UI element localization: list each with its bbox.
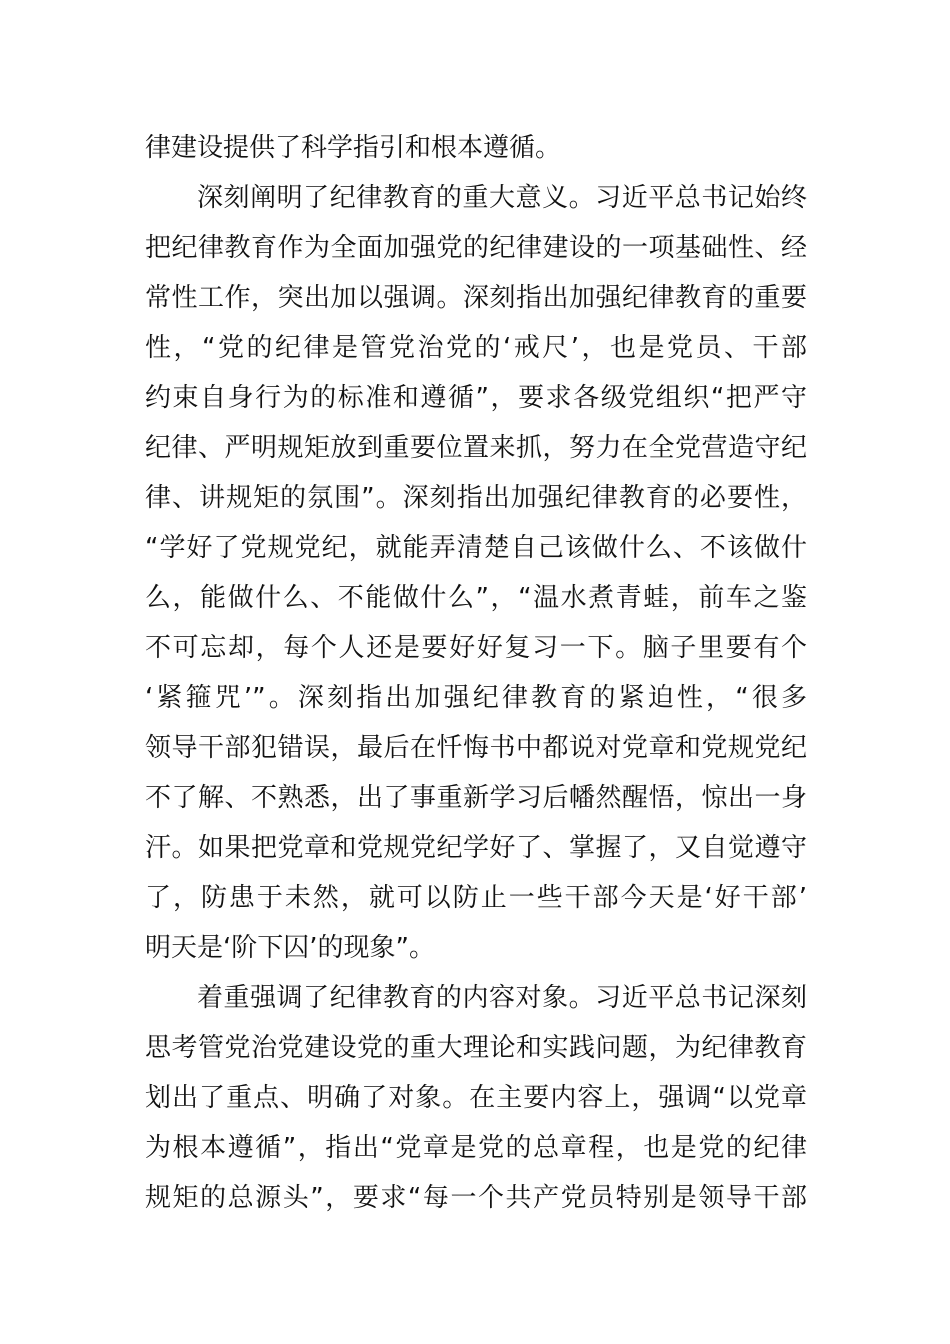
text-line: ‘紧箍咒’”。深刻指出加强纪律教育的紧迫性，“很多 [145,683,807,713]
body-text [145,123,807,1223]
text-line: 领导干部犯错误，最后在忏悔书中都说对党章和党规党纪 [145,733,807,763]
text-line: 思考管党治党建设党的重大理论和实践问题，为纪律教育 [145,1033,807,1063]
paragraph-first-line: 深刻阐明了纪律教育的重大意义。习近平总书记始终 [197,183,807,213]
text-line: 为根本遵循”，指出“党章是党的总章程，也是党的纪律 [145,1133,807,1163]
text-line: 约束自身行为的标准和遵循”，要求各级党组织“把严守 [145,383,807,413]
text-line: “学好了党规党纪，就能弄清楚自己该做什么、不该做什 [145,533,807,563]
text-line: 把纪律教育作为全面加强党的纪律建设的一项基础性、经 [145,233,807,263]
text-line: 划出了重点、明确了对象。在主要内容上，强调“以党章 [145,1083,807,1113]
text-line: 不了解、不熟悉，出了事重新学习后幡然醒悟，惊出一身 [145,783,807,813]
paragraph-last-line: 明天是‘阶下囚’的现象”。 [145,933,435,963]
text-line: 了，防患于未然，就可以防止一些干部今天是‘好干部’ [145,883,807,913]
text-line: 汗。如果把党章和党规党纪学好了、掌握了，又自觉遵守 [145,833,807,863]
text-line: 不可忘却，每个人还是要好好复习一下。脑子里要有个 [145,633,807,663]
text-line: 性，“党的纪律是管党治党的‘戒尺’，也是党员、干部 [145,333,807,363]
text-line: 纪律、严明规矩放到重要位置来抓，努力在全党营造守纪 [145,433,807,463]
text-line: 律建设提供了科学指引和根本遵循。 [145,133,562,163]
paragraph-first-line: 着重强调了纪律教育的内容对象。习近平总书记深刻 [197,983,807,1013]
text-line: 常性工作，突出加以强调。深刻指出加强纪律教育的重要 [145,283,807,313]
text-line: 么，能做什么、不能做什么”，“温水煮青蛙，前车之鉴 [145,583,807,613]
text-line: 律、讲规矩的氛围”。深刻指出加强纪律教育的必要性， [145,483,807,513]
text-line: 规矩的总源头”，要求“每一个共产党员特别是领导干部 [145,1183,807,1213]
